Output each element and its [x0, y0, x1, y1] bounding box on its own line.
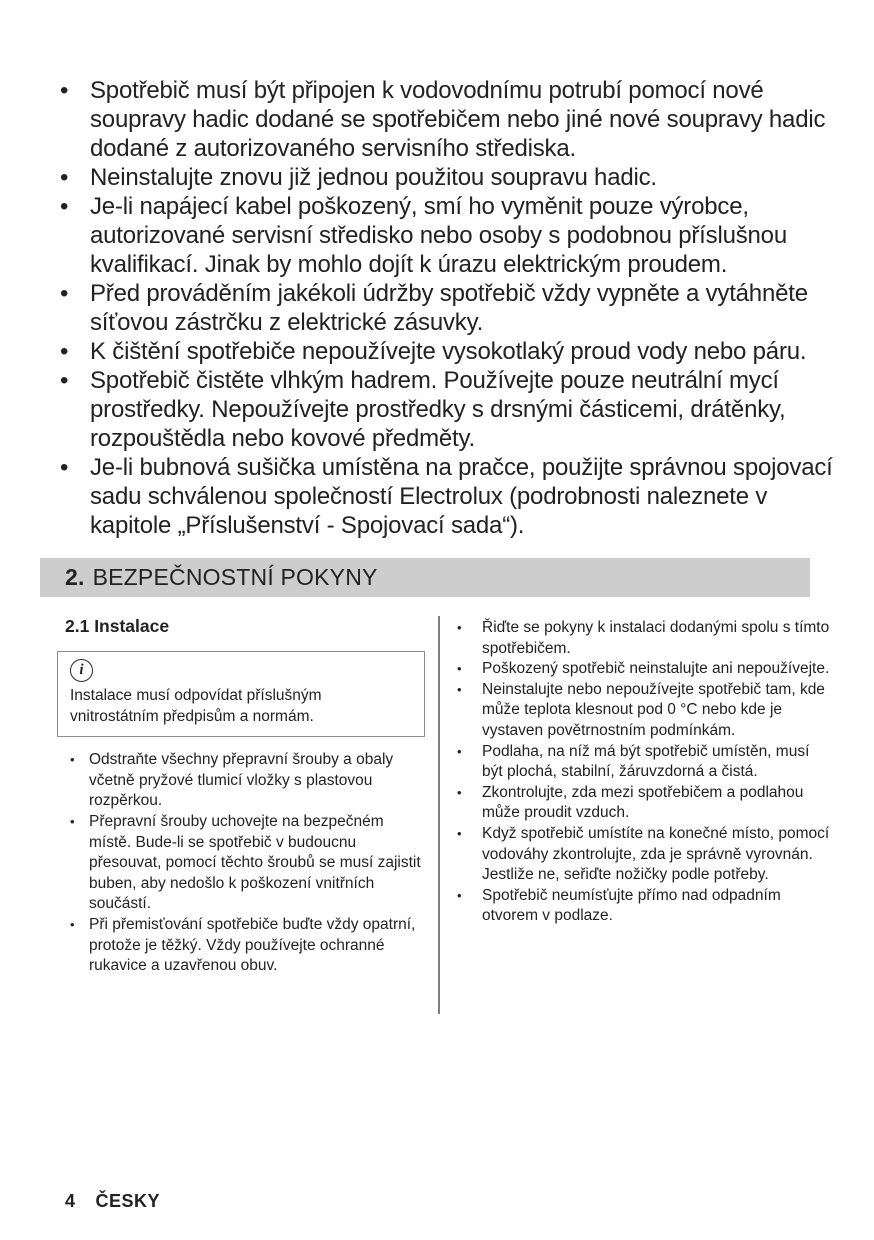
installation-list-item: • Přepravní šrouby uchovejte na bezpečném místě. Bude-li se spotřebič v budoucnu přesouvat, pomocí těchto šroubů se musí zajistit buben, aby nedošlo k poškození vnitřních součástí.: [65, 812, 424, 915]
safety-list-item: • Před prováděním jakékoli údržby spotřebič vždy vypněte a vytáhněte síťovou zástrčku z elektrické zásuvky.: [40, 279, 834, 337]
page-number: 4: [65, 1191, 76, 1211]
subsection-heading: 2.1 Instalace: [65, 616, 170, 636]
installation-list-item: • Řiďte se pokyny k instalaci dodanými spolu s tímto spotřebičem.: [450, 618, 834, 659]
safety-warning-list: [40, 76, 834, 540]
installation-list-item: • Při přemisťování spotřebiče buďte vždy opatrní, protože je těžký. Vždy používejte ochranné rukavice a uzavřenou obuv.: [65, 915, 424, 977]
section-number: 2.: [65, 564, 85, 590]
safety-list-item: • Je-li napájecí kabel poškozený, smí ho vyměnit pouze výrobce, autorizované servisní středisko nebo osoby s podobnou příslušnou kvalifikací. Jinak by mohlo dojít k úrazu elektrickým proudem.: [40, 192, 834, 279]
page-footer: [65, 1191, 160, 1212]
installation-list-item: • Odstraňte všechny přepravní šrouby a obaly včetně pryžové tlumicí vložky s plastovou rozpěrkou.: [65, 750, 424, 812]
info-icon: i: [70, 659, 93, 682]
installation-list: [65, 750, 424, 977]
installation-list-item: • Když spotřebič umístíte na konečné místo, pomocí vodováhy zkontrolujte, zda je správně vyrovnán. Jestliže ne, seřiďte nožičky podle potřeby.: [450, 824, 834, 886]
safety-list-item: • Neinstalujte znovu již jednou použitou soupravu hadic.: [40, 163, 834, 192]
installation-list-continued: [450, 618, 834, 927]
installation-list-item: • Neinstalujte nebo nepoužívejte spotřebič tam, kde může teplota klesnout pod 0 °C nebo kde je vystaven povětrnostním podmínkám.: [450, 680, 834, 742]
section-header: [40, 558, 810, 597]
right-column: [440, 616, 834, 1014]
language-label: ČESKY: [95, 1191, 161, 1211]
installation-list-item: • Podlaha, na níž má být spotřebič umístěn, musí být plochá, stabilní, žáruvzdorná a čistá.: [450, 742, 834, 783]
two-column-layout: [40, 616, 834, 1014]
note-text: Instalace musí odpovídat příslušným vnitrostátním předpisům a normám.: [70, 687, 322, 725]
safety-list-item: • K čištění spotřebiče nepoužívejte vysokotlaký proud vody nebo páru.: [40, 337, 834, 366]
installation-list-item: • Zkontrolujte, zda mezi spotřebičem a podlahou může proudit vzduch.: [450, 783, 834, 824]
safety-list-item: • Spotřebič musí být připojen k vodovodnímu potrubí pomocí nové soupravy hadic dodané se spotřebičem nebo jiné nové soupravy hadic dodané z autorizovaného servisního střediska.: [40, 76, 834, 163]
info-note-box: [57, 651, 425, 737]
safety-list-item: • Spotřebič čistěte vlhkým hadrem. Používejte pouze neutrální mycí prostředky. Nepoužívejte prostředky s drsnými částicemi, drátěnky, rozpouštědla nebo kovové předměty.: [40, 366, 834, 453]
section-title: BEZPEČNOSTNÍ POKYNY: [92, 564, 378, 590]
installation-list-item: • Spotřebič neumísťujte přímo nad odpadním otvorem v podlaze.: [450, 886, 834, 927]
left-column: [40, 616, 440, 1014]
safety-list-item: • Je-li bubnová sušička umístěna na pračce, použijte správnou spojovací sadu schválenou společností Electrolux (podrobnosti naleznete v kapitole „Příslušenství - Spojovací sada“).: [40, 453, 834, 540]
installation-list-item: • Poškozený spotřebič neinstalujte ani nepoužívejte.: [450, 659, 834, 680]
